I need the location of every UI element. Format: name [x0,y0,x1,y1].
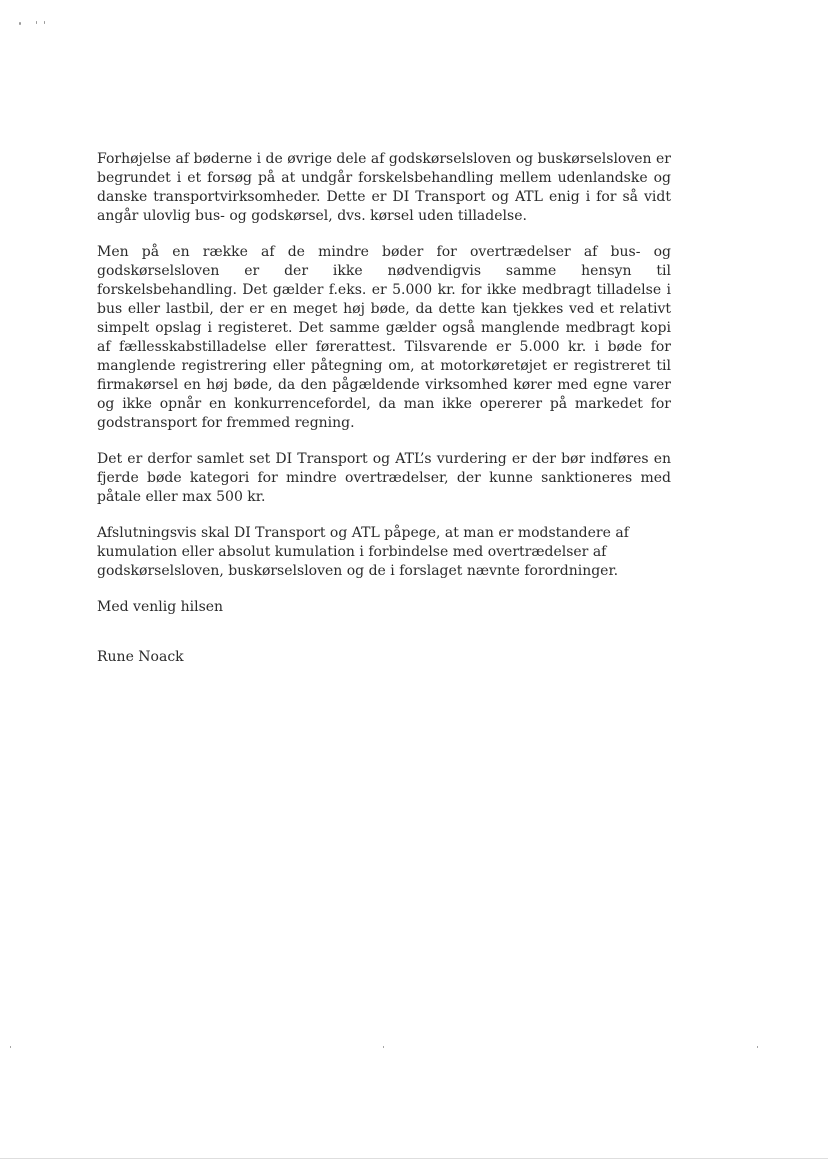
paragraph-fine-increase: Forhøjelse af bøderne i de øvrige dele af godskørselsloven og buskørselsloven er begrundet i et forsøg på at undgår forskelsbehandling mellem udenlandske og danske transportvirksomheder. Dette er DI Transport og ATL enig i for så vidt angår ulovlig bus- og godskørsel, dvs. kørsel uden tilladelse. [97,151,671,224]
signature-name: Rune Noack [97,649,184,665]
scan-speck [44,21,45,24]
scan-speck [383,1046,384,1048]
scan-speck [757,1046,758,1048]
closing-salutation: Med venlig hilsen [97,599,224,615]
scan-speck [10,1046,11,1048]
paragraph-fourth-category: Det er derfor samlet set DI Transport og ATL’s vurdering er der bør indføres en fjerde bøde kategori for mindre overtrædelser, der kunne sanktioneres med påtale eller max 500 kr. [97,451,671,505]
paragraph-cumulation: Afslutningsvis skal DI Transport og ATL påpege, at man er modstandere af kumulation eller absolut kumulation i forbindelse med overtrædelser af godskørselsloven, buskørselsloven og de i forslaget nævnte forordninger. [97,525,629,579]
letter-body [97,150,671,667]
scan-speck [36,21,37,24]
paragraph-minor-fines: Men på en række af de mindre bøder for overtrædelser af bus- og godskørselsloven er der ikke nødvendigvis samme hensyn til forskelsbehandling. Det gælder f.eks. er 5.000 kr. for ikke medbragt tilladelse i bus eller lastbil, der er en meget høj bøde, da dette kan tjekkes ved et relativt simpelt opslag i registeret. Det samme gælder også manglende medbragt kopi af fællesskabstilladelse eller førerattest. Tilsvarende er 5.000 kr. i bøde for manglende registrering eller påtegning om, at motorkøretøjet er registreret til firmakørsel en høj bøde, da den pågældende virksomhed kører med egne varer og ikke opnår en konkurrencefordel, da man ikke opererer på markedet for godstransport for fremmed regning. [97,244,671,431]
scan-bottom-edge [0,1158,828,1159]
scan-speck [19,22,21,25]
